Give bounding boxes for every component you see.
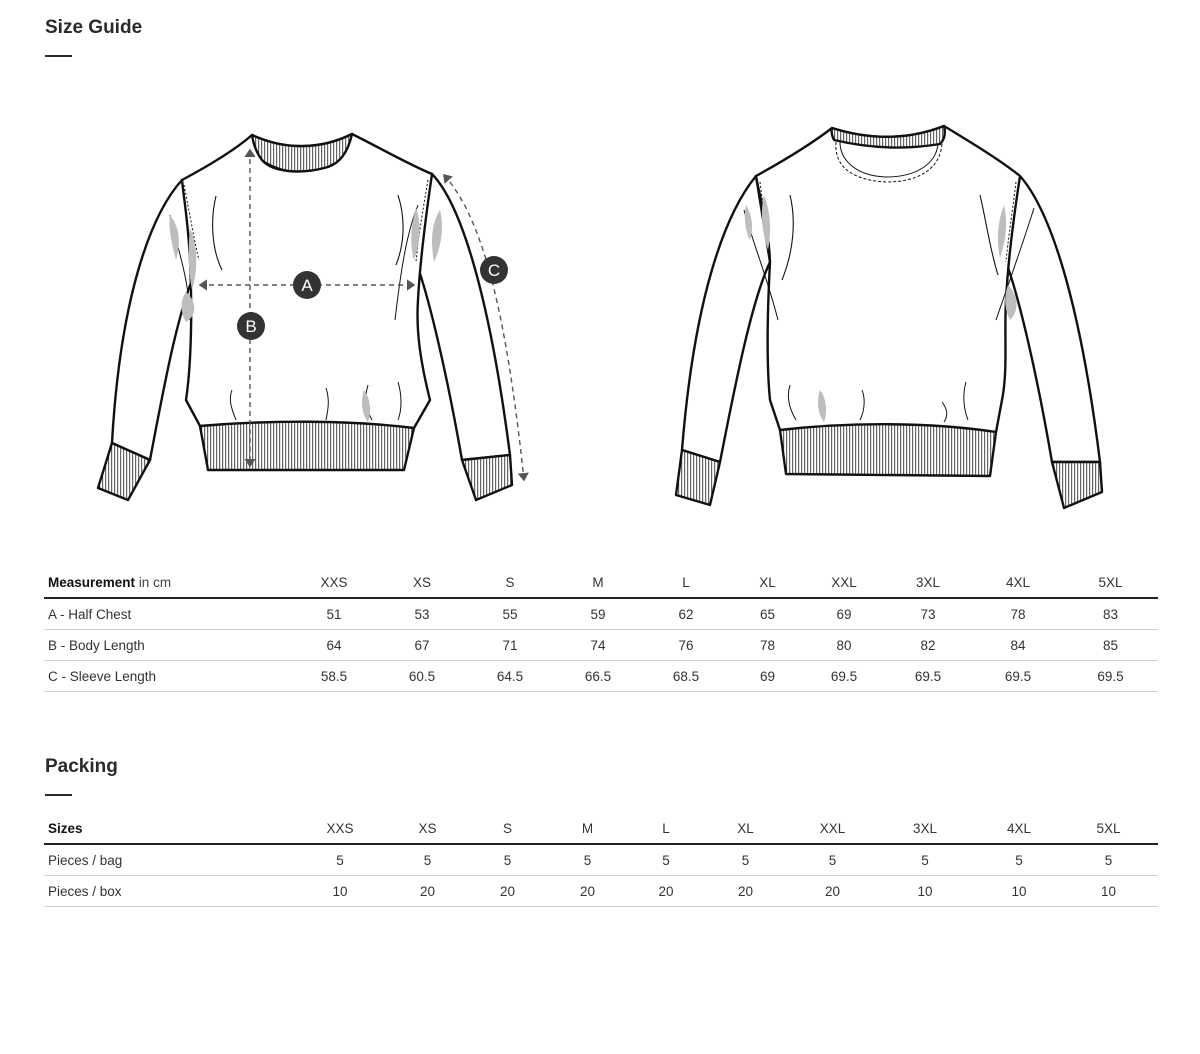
table-cell: 5 [1059, 844, 1158, 876]
table-cell: 78 [973, 598, 1063, 630]
size-header: 3XL [883, 568, 973, 598]
table-cell: 59 [554, 598, 642, 630]
size-header: S [475, 814, 540, 844]
table-cell: 82 [883, 630, 973, 661]
front-view-sweatshirt [98, 134, 512, 500]
size-header: S [466, 568, 554, 598]
table-cell: 76 [642, 630, 730, 661]
table-cell: 69.5 [973, 661, 1063, 692]
size-header: XL [730, 568, 805, 598]
table-row [44, 630, 1158, 661]
table-cell: 85 [1063, 630, 1158, 661]
table-cell: 5 [794, 844, 871, 876]
table-cell: 73 [883, 598, 973, 630]
table-cell: 10 [300, 876, 380, 907]
table-cell: 5 [540, 844, 635, 876]
table-cell: 69.5 [1063, 661, 1158, 692]
table-cell: 20 [540, 876, 635, 907]
marker-b-badge [237, 312, 265, 340]
table-cell: 5 [979, 844, 1059, 876]
table-cell: 10 [1059, 876, 1158, 907]
table-cell: 80 [805, 630, 883, 661]
size-header: XXL [794, 814, 871, 844]
measurement-header-bold: Measurement [48, 575, 136, 590]
table-cell: 66.5 [554, 661, 642, 692]
table-cell: 10 [979, 876, 1059, 907]
table-cell: 68.5 [642, 661, 730, 692]
packing-header-row [44, 814, 1158, 844]
table-row [44, 598, 1158, 630]
row-label: C - Sleeve Length [44, 661, 290, 692]
packing-header-bold: Sizes [48, 821, 83, 836]
measurement-header-unit: in cm [138, 575, 172, 590]
back-view-sweatshirt [676, 126, 1102, 508]
table-cell: 64.5 [466, 661, 554, 692]
size-header: 5XL [1063, 568, 1158, 598]
size-header: XXS [290, 568, 378, 598]
table-cell: 65 [730, 598, 805, 630]
size-header: L [642, 568, 730, 598]
size-guide-title: Size Guide [45, 17, 143, 38]
table-row [44, 844, 1158, 876]
row-label: A - Half Chest [44, 598, 290, 630]
size-header: XL [697, 814, 794, 844]
size-header: 5XL [1059, 814, 1158, 844]
size-header: M [554, 568, 642, 598]
table-cell: 5 [380, 844, 475, 876]
measurement-header-label [44, 568, 290, 598]
table-cell: 55 [466, 598, 554, 630]
row-label: B - Body Length [44, 630, 290, 661]
packing-table [44, 814, 1158, 907]
table-cell: 10 [871, 876, 979, 907]
table-cell: 5 [300, 844, 380, 876]
table-cell: 64 [290, 630, 378, 661]
row-label: Pieces / box [44, 876, 300, 907]
table-cell: 69.5 [805, 661, 883, 692]
size-header: XXL [805, 568, 883, 598]
table-cell: 51 [290, 598, 378, 630]
table-cell: 5 [475, 844, 540, 876]
table-row [44, 661, 1158, 692]
size-header: 4XL [973, 568, 1063, 598]
table-cell: 69.5 [883, 661, 973, 692]
marker-a-label: A [301, 276, 313, 295]
size-header: XS [380, 814, 475, 844]
packing-title: Packing [45, 756, 118, 777]
table-cell: 20 [794, 876, 871, 907]
table-cell: 69 [805, 598, 883, 630]
row-label: Pieces / bag [44, 844, 300, 876]
table-cell: 71 [466, 630, 554, 661]
size-header: 3XL [871, 814, 979, 844]
marker-a-badge [293, 271, 321, 299]
packing-title-rule [45, 794, 72, 796]
table-cell: 69 [730, 661, 805, 692]
size-guide-title-rule [45, 55, 72, 57]
size-header: XXS [300, 814, 380, 844]
table-cell: 84 [973, 630, 1063, 661]
table-cell: 67 [378, 630, 466, 661]
table-cell: 78 [730, 630, 805, 661]
marker-c-label: C [487, 261, 501, 280]
table-cell: 5 [697, 844, 794, 876]
table-cell: 20 [380, 876, 475, 907]
table-cell: 60.5 [378, 661, 466, 692]
marker-b-label: B [245, 317, 257, 336]
measurement-table [44, 568, 1158, 692]
table-cell: 62 [642, 598, 730, 630]
table-cell: 5 [635, 844, 697, 876]
packing-header-label [44, 814, 300, 844]
table-cell: 5 [871, 844, 979, 876]
table-cell: 83 [1063, 598, 1158, 630]
size-header: L [635, 814, 697, 844]
table-cell: 53 [378, 598, 466, 630]
table-cell: 20 [475, 876, 540, 907]
table-cell: 74 [554, 630, 642, 661]
table-cell: 20 [635, 876, 697, 907]
size-header: 4XL [979, 814, 1059, 844]
table-cell: 20 [697, 876, 794, 907]
table-cell: 58.5 [290, 661, 378, 692]
table-row [44, 876, 1158, 907]
size-header: XS [378, 568, 466, 598]
sweatshirt-technical-drawings [0, 100, 1200, 530]
size-header: M [540, 814, 635, 844]
measurement-header-row [44, 568, 1158, 598]
marker-c-badge [480, 256, 508, 284]
